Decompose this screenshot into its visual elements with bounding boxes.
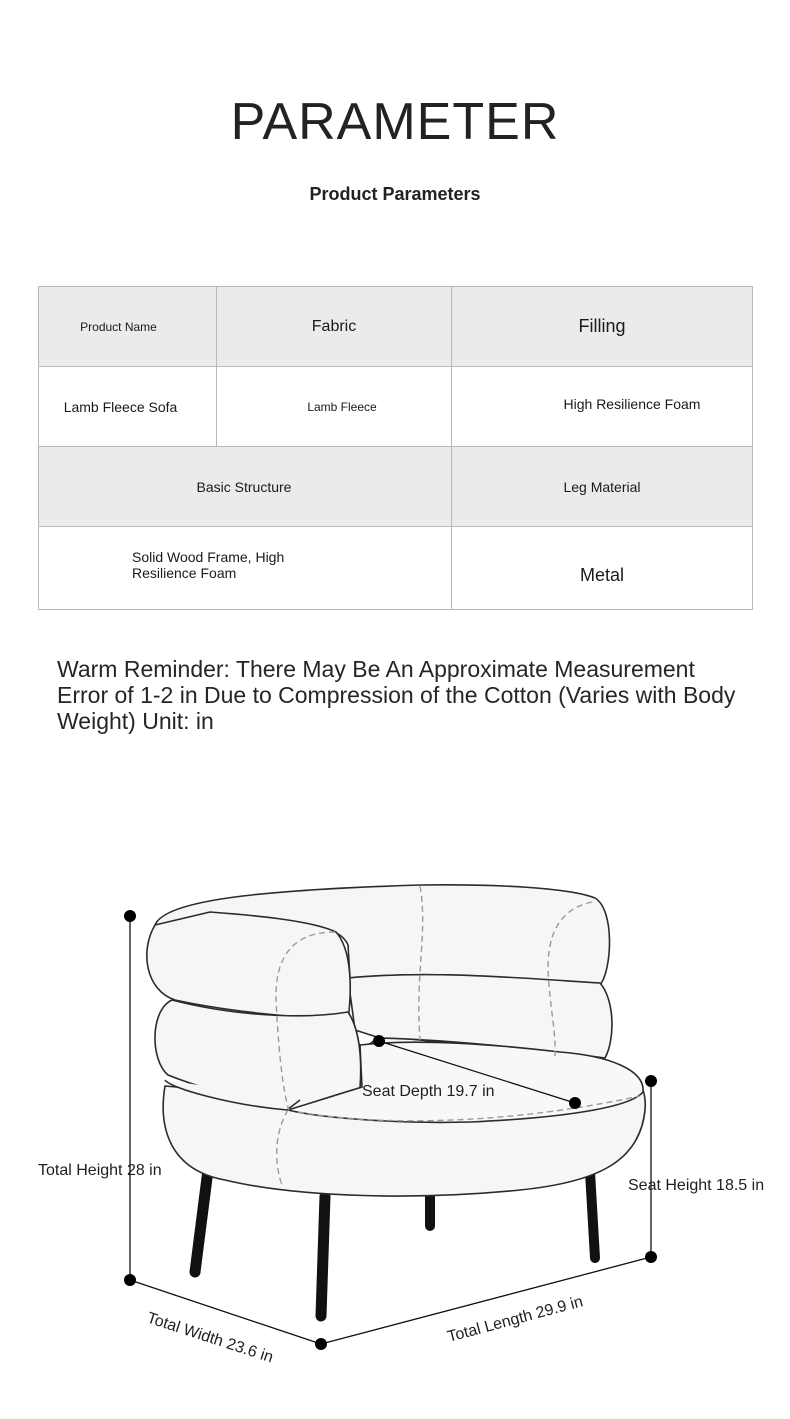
total-width-label: Total Width 23.6 in [144,1309,276,1367]
sofa-dimension-diagram [0,860,790,1400]
dimension-point [124,1274,136,1286]
table-row [39,367,753,447]
dimension-point [569,1097,581,1109]
table-row [39,287,753,367]
table-cell-product-name-label: Product Name [39,287,217,367]
table-row [39,447,753,527]
table-cell-leg-material-label: Leg Material [452,447,753,527]
table-cell-leg-material-value: Metal [452,527,753,610]
table-cell-fabric-value: Lamb Fleece [217,367,452,447]
table-cell-fabric-label: Fabric [217,287,452,367]
page-subtitle: Product Parameters [309,184,481,204]
table-cell-filling-value: High Resilience Foam [452,367,753,447]
dimension-point [373,1035,385,1047]
table-cell-structure-label: Basic Structure [39,447,452,527]
table-cell-structure-value: Solid Wood Frame, High Resilience Foam [39,527,452,610]
total-height-label: Total Height 28 in [38,1162,162,1179]
dimension-point [645,1075,657,1087]
dimension-point [315,1338,327,1350]
warm-reminder-text: Warm Reminder: There May Be An Approximate Measurement Error of 1-2 in Due to Compression of the Cotton (Varies with Body Weight) Unit: in [57,656,736,734]
seat-depth-label: Seat Depth 19.7 in [362,1083,495,1100]
page-title: PARAMETER [230,93,560,151]
sofa-body [147,885,645,1196]
table-row [39,527,753,610]
table-cell-product-name-value: Lamb Fleece Sofa [39,367,217,447]
seat-height-label: Seat Height 18.5 in [628,1177,765,1194]
dimension-point [645,1251,657,1263]
total-length-label: Total Length 29.9 in [445,1293,585,1346]
table-cell-filling-label: Filling [452,287,753,367]
parameter-table [38,286,753,610]
dimension-point [124,910,136,922]
